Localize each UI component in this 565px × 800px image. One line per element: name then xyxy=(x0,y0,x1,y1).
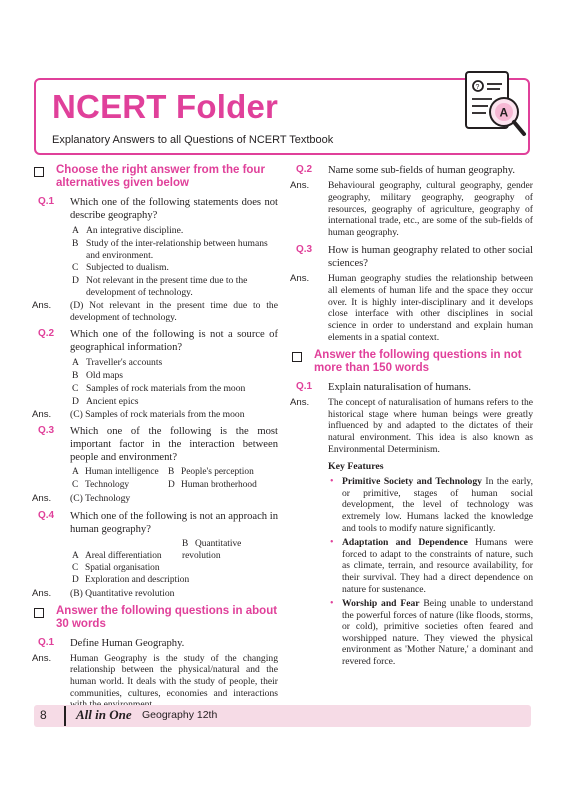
question-1: Q.1 Which one of the following statements does not describe geography? xyxy=(38,196,278,221)
option-c: C Samples of rock materials from the moon xyxy=(72,382,246,394)
page-title: NCERT Folder xyxy=(52,88,279,125)
right-column xyxy=(290,164,533,671)
page-number: 8 xyxy=(40,708,47,722)
bullet-icon: • xyxy=(330,537,334,549)
svg-text:A: A xyxy=(499,105,509,120)
option-d: D Not relevant in the present time due to the development of technology. xyxy=(72,275,248,298)
page-footer xyxy=(34,705,531,727)
option-c: C Subjected to dualism. xyxy=(72,262,169,274)
options-row-ab: A Human intelligence B People's perception xyxy=(72,467,254,478)
question-4: Q.4 Which one of the following is not an approach in human geography? xyxy=(38,509,278,535)
answer-2: Ans. (C) Samples of rock materials from the moon xyxy=(32,408,245,420)
question-social-sciences: Q.3 How is human geography related to other social sciences? xyxy=(296,243,533,269)
bullet-item: • Primitive Society and Technology In the early, or primitive, stages of human social development, the level of technology was extremely low. Humans lacked the knowledge and tools to modify nature significantly. xyxy=(330,476,533,534)
option-a: A Traveller's accounts xyxy=(72,357,163,369)
page-subtitle: Explanatory Answers to all Questions of NCERT Textbook xyxy=(52,134,334,146)
footer-divider xyxy=(64,706,66,726)
answer-naturalisation: Ans. The concept of naturalisation of humans refers to the historical stage where human beings were greatly influenced by and adapted to the dictates of their natural environment. This idea is also known as Environmental Determinism. xyxy=(290,396,533,455)
question-naturalisation: Q.1 Explain naturalisation of humans. xyxy=(296,380,471,393)
question-2: Q.2 Which one of the following is not a source of geographical information? xyxy=(38,328,278,354)
question-subfields: Q.2 Name some sub-fields of human geography. xyxy=(296,164,516,176)
options-row-cd: C Spatial organisationD Exploration and description xyxy=(72,563,190,586)
answer-4: Ans. (B) Quantitative revolution xyxy=(32,587,175,599)
document-search-icon xyxy=(462,66,528,146)
option-a: A An integrative discipline. xyxy=(72,225,184,236)
options-row-ab: A Areal differentiationB Quantitative revolution xyxy=(72,538,242,561)
left-column xyxy=(32,164,278,716)
answer-3: Ans. (C) Technology xyxy=(32,492,131,504)
bullet-icon: • xyxy=(330,476,334,488)
key-features-heading: Key Features xyxy=(328,460,384,472)
answer-subfields: Ans. Behavioural geography, cultural geography, gender geography, military geography, geography of resources, geography of agriculture, geography of international trade, etc., are some of the sub-fields of human geography. xyxy=(290,180,533,239)
answer-define-human-geography: Ans. Human Geography is the study of the changing relationship between the physical/natural and the human world. It deals with the study of people, their communities, cultures, economies and interactions xyxy=(32,652,278,699)
section-heading-150-words: Answer the following questions in not more than 150 words xyxy=(290,349,533,375)
bullet-item: • Worship and Fear Being unable to understand the powerful forces of nature (like floods, storms, or cold), primitive societies often feared and worshipped nature. They viewed the physical environment as 'Mother Nature,' a dominant and revered force. xyxy=(330,598,533,668)
bullet-item: • Adaptation and Dependence Humans were forced to adapt to the constraints of nature, such as climate, terrain, and resource availability, for their survival. They had a direct dependence on nature for sustenance. xyxy=(330,537,533,595)
option-d: D Ancient epics xyxy=(72,395,139,407)
question-define-human-geography: Q.1 Define Human Geography. xyxy=(38,636,185,649)
book-title: Geography 12th xyxy=(142,709,218,721)
checkbox-square-icon xyxy=(292,352,302,362)
svg-text:?: ? xyxy=(475,84,480,91)
section-heading-30-words: Answer the following questions in about 30 words xyxy=(32,605,278,631)
option-b: B Old maps xyxy=(72,370,124,382)
answer-1: Ans. (D) Not relevant in the present time due to the development of technology. xyxy=(32,299,278,323)
question-3: Q.3 Which one of the following is the most important factor in the interaction between people and environment? xyxy=(38,425,278,464)
checkbox-square-icon xyxy=(34,608,44,618)
section-heading-mcq: Choose the right answer from the four alternatives given below xyxy=(32,164,278,190)
ncert-folder-header xyxy=(34,78,530,155)
options-row-cd: C Technology D Human brotherhood xyxy=(72,480,257,491)
answer-social-sciences: Ans. Human geography studies the relationship between all elements of human life and the space they occur over. It is highly inter-disciplinary and it develops close interface with other disciplines in social science in order to understand and explain human elements in a spatial context. xyxy=(290,272,533,343)
option-b: B Study of the inter-relationship between humans and environment. xyxy=(72,237,268,261)
checkbox-square-icon xyxy=(34,167,44,177)
brand-logo: All in One xyxy=(76,707,132,722)
bullet-icon: • xyxy=(330,598,334,610)
